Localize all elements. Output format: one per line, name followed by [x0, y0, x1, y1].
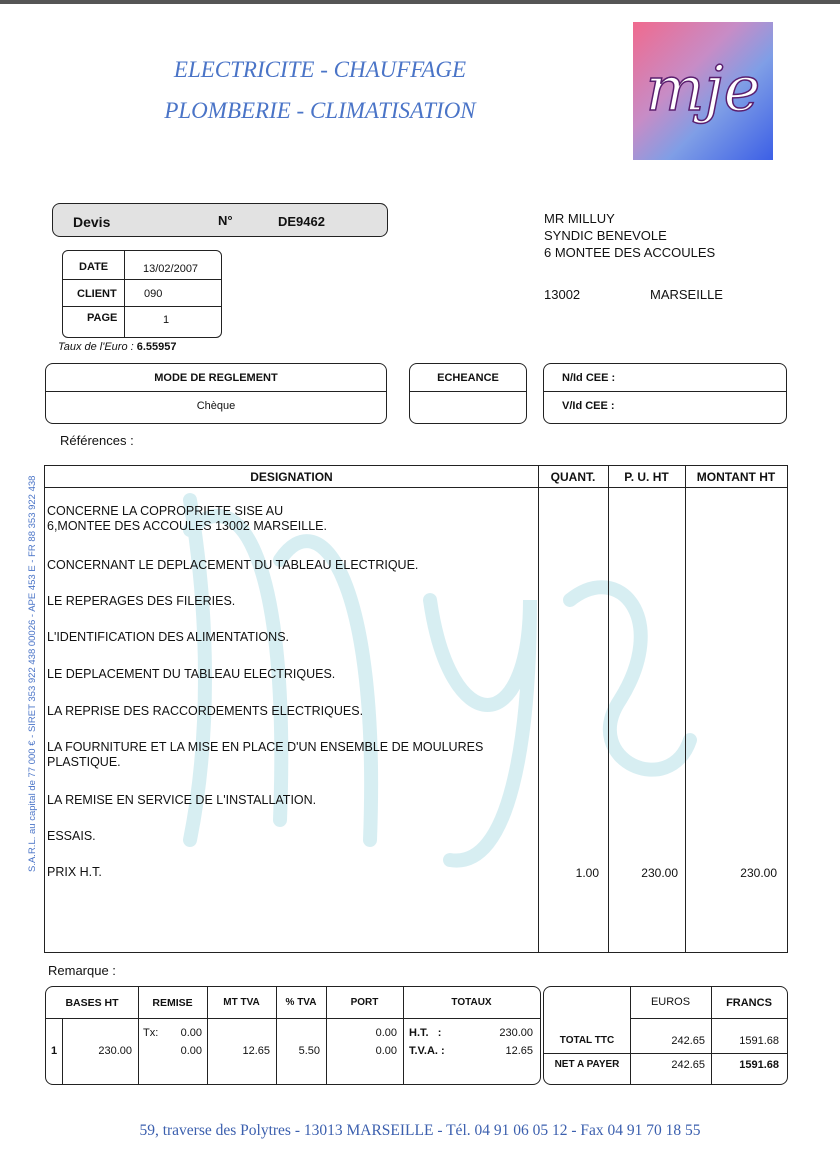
- euro-rate: [58, 341, 177, 353]
- net-a-payer-francs: 1591.68: [739, 1059, 779, 1071]
- payment-mode-box: [45, 363, 387, 424]
- euro-rate-label: Taux de l'Euro :: [58, 341, 137, 353]
- line-item: ESSAIS.: [47, 829, 96, 843]
- totals-table: [45, 986, 541, 1085]
- ht-label: H.T. :: [409, 1027, 442, 1039]
- references-label: Références :: [60, 433, 134, 448]
- devis-number-label: N°: [218, 213, 233, 228]
- company-activity-line2: PLOMBERIE - CLIMATISATION: [164, 98, 476, 123]
- line-item: L'IDENTIFICATION DES ALIMENTATIONS.: [47, 630, 289, 644]
- price-montant-ht: 230.00: [740, 866, 777, 880]
- tva-value: 12.65: [505, 1045, 533, 1057]
- header-port: PORT: [350, 997, 379, 1008]
- header-designation: DESIGNATION: [250, 470, 333, 484]
- recipient-postcode: 13002: [544, 287, 581, 302]
- top-border: [0, 0, 840, 4]
- price-quantity: 1.00: [575, 866, 599, 880]
- header-pct-tva: % TVA: [285, 997, 317, 1008]
- line-item: LE DEPLACEMENT DU TABLEAU ELECTRIQUES.: [47, 667, 336, 681]
- payment-mode-value: Chèque: [196, 400, 236, 412]
- mt-tva-value: 12.65: [242, 1045, 270, 1057]
- company-footer-address: 59, traverse des Polytres - 13013 MARSEILLE - Tél. 04 91 06 05 12 - Fax 04 91 70 18 55: [139, 1122, 701, 1139]
- vat-id-box: [543, 363, 787, 424]
- page-value: 1: [163, 314, 170, 326]
- line-item: LA REPRISE DES RACCORDEMENTS ELECTRIQUES.: [47, 704, 364, 718]
- line-item: CONCERNE LA COPROPRIETE SISE AU 6,MONTEE DES ACCOULES 13002 MARSEILLE.: [47, 504, 327, 533]
- tx-label: Tx:: [143, 1027, 159, 1039]
- total-ttc-euros: 242.65: [671, 1035, 705, 1047]
- company-logo: [633, 22, 773, 160]
- tx-value: 0.00: [180, 1027, 202, 1039]
- pct-tva-value: 5.50: [298, 1045, 320, 1057]
- recipient-line2: SYNDIC BENEVOLE: [544, 228, 667, 243]
- legal-info-vertical: S.A.R.L. au capital de 77 000 € - SIRET 353 922 438 00026 - APE 453 E - FR 88 353 922 438: [27, 475, 38, 872]
- devis-info-box: [62, 250, 222, 338]
- row-index: 1: [51, 1045, 58, 1057]
- company-activity-line1: ELECTRICITE - CHAUFFAGE: [173, 57, 467, 82]
- header-quant: QUANT.: [550, 470, 596, 484]
- recipient-line3: 6 MONTEE DES ACCOULES: [544, 245, 716, 260]
- vid-cee-label: V/Id CEE :: [562, 400, 615, 412]
- price-unit-ht: 230.00: [641, 866, 678, 880]
- euros-label: EUROS: [650, 996, 691, 1008]
- euro-rate-value: 6.55957: [136, 341, 177, 353]
- line-item: LA REMISE EN SERVICE DE L'INSTALLATION.: [47, 793, 317, 807]
- total-ttc-francs: 1591.68: [739, 1035, 779, 1047]
- total-ttc-label: TOTAL TTC: [559, 1035, 615, 1046]
- line-item: LA FOURNITURE ET LA MISE EN PLACE D'UN ENSEMBLE DE MOULURES PLASTIQUE.: [47, 740, 484, 769]
- remise-value: 0.00: [180, 1045, 202, 1057]
- net-a-payer-label: NET A PAYER: [554, 1059, 620, 1070]
- page-label: PAGE: [87, 312, 118, 324]
- recipient-address: [544, 210, 715, 261]
- francs-label: FRANCS: [726, 997, 772, 1009]
- net-a-payer-euros: 242.65: [671, 1059, 705, 1071]
- date-label: DATE: [79, 261, 109, 273]
- nid-cee-label: N/Id CEE :: [562, 372, 616, 384]
- header-montant-ht: MONTANT HT: [696, 470, 776, 484]
- echeance-box: [409, 363, 527, 424]
- ht-value: 230.00: [499, 1027, 533, 1039]
- port-value-1: 0.00: [375, 1027, 397, 1039]
- header-totaux: TOTAUX: [451, 997, 492, 1008]
- header-pu-ht: P. U. HT: [624, 470, 669, 484]
- recipient-name: MR MILLUY: [544, 211, 615, 226]
- base-ht-value: 230.00: [98, 1045, 132, 1057]
- recipient-city: MARSEILLE: [650, 287, 723, 302]
- header-mt-tva: MT TVA: [223, 997, 260, 1008]
- client-label: CLIENT: [77, 288, 117, 300]
- date-value: 13/02/2007: [143, 263, 199, 275]
- devis-number-box: [52, 203, 388, 237]
- logo-lettering: mje: [645, 52, 761, 125]
- line-item: PRIX H.T.: [47, 865, 102, 879]
- echeance-label: ECHEANCE: [437, 372, 499, 384]
- designation-table: [44, 465, 788, 953]
- devis-label: Devis: [73, 214, 111, 230]
- header-bases-ht: BASES HT: [65, 997, 119, 1009]
- summary-box: [543, 986, 788, 1085]
- line-item: CONCERNANT LE DEPLACEMENT DU TABLEAU ELECTRIQUE.: [47, 558, 419, 572]
- header-remise: REMISE: [152, 997, 193, 1009]
- devis-number: DE9462: [278, 214, 325, 229]
- line-item: LE REPERAGES DES FILERIES.: [47, 594, 236, 608]
- remarque-label: Remarque :: [48, 963, 116, 978]
- port-value-2: 0.00: [375, 1045, 397, 1057]
- payment-mode-label: MODE DE REGLEMENT: [154, 372, 278, 384]
- client-value: 090: [144, 288, 163, 300]
- tva-label: T.V.A. :: [409, 1045, 445, 1057]
